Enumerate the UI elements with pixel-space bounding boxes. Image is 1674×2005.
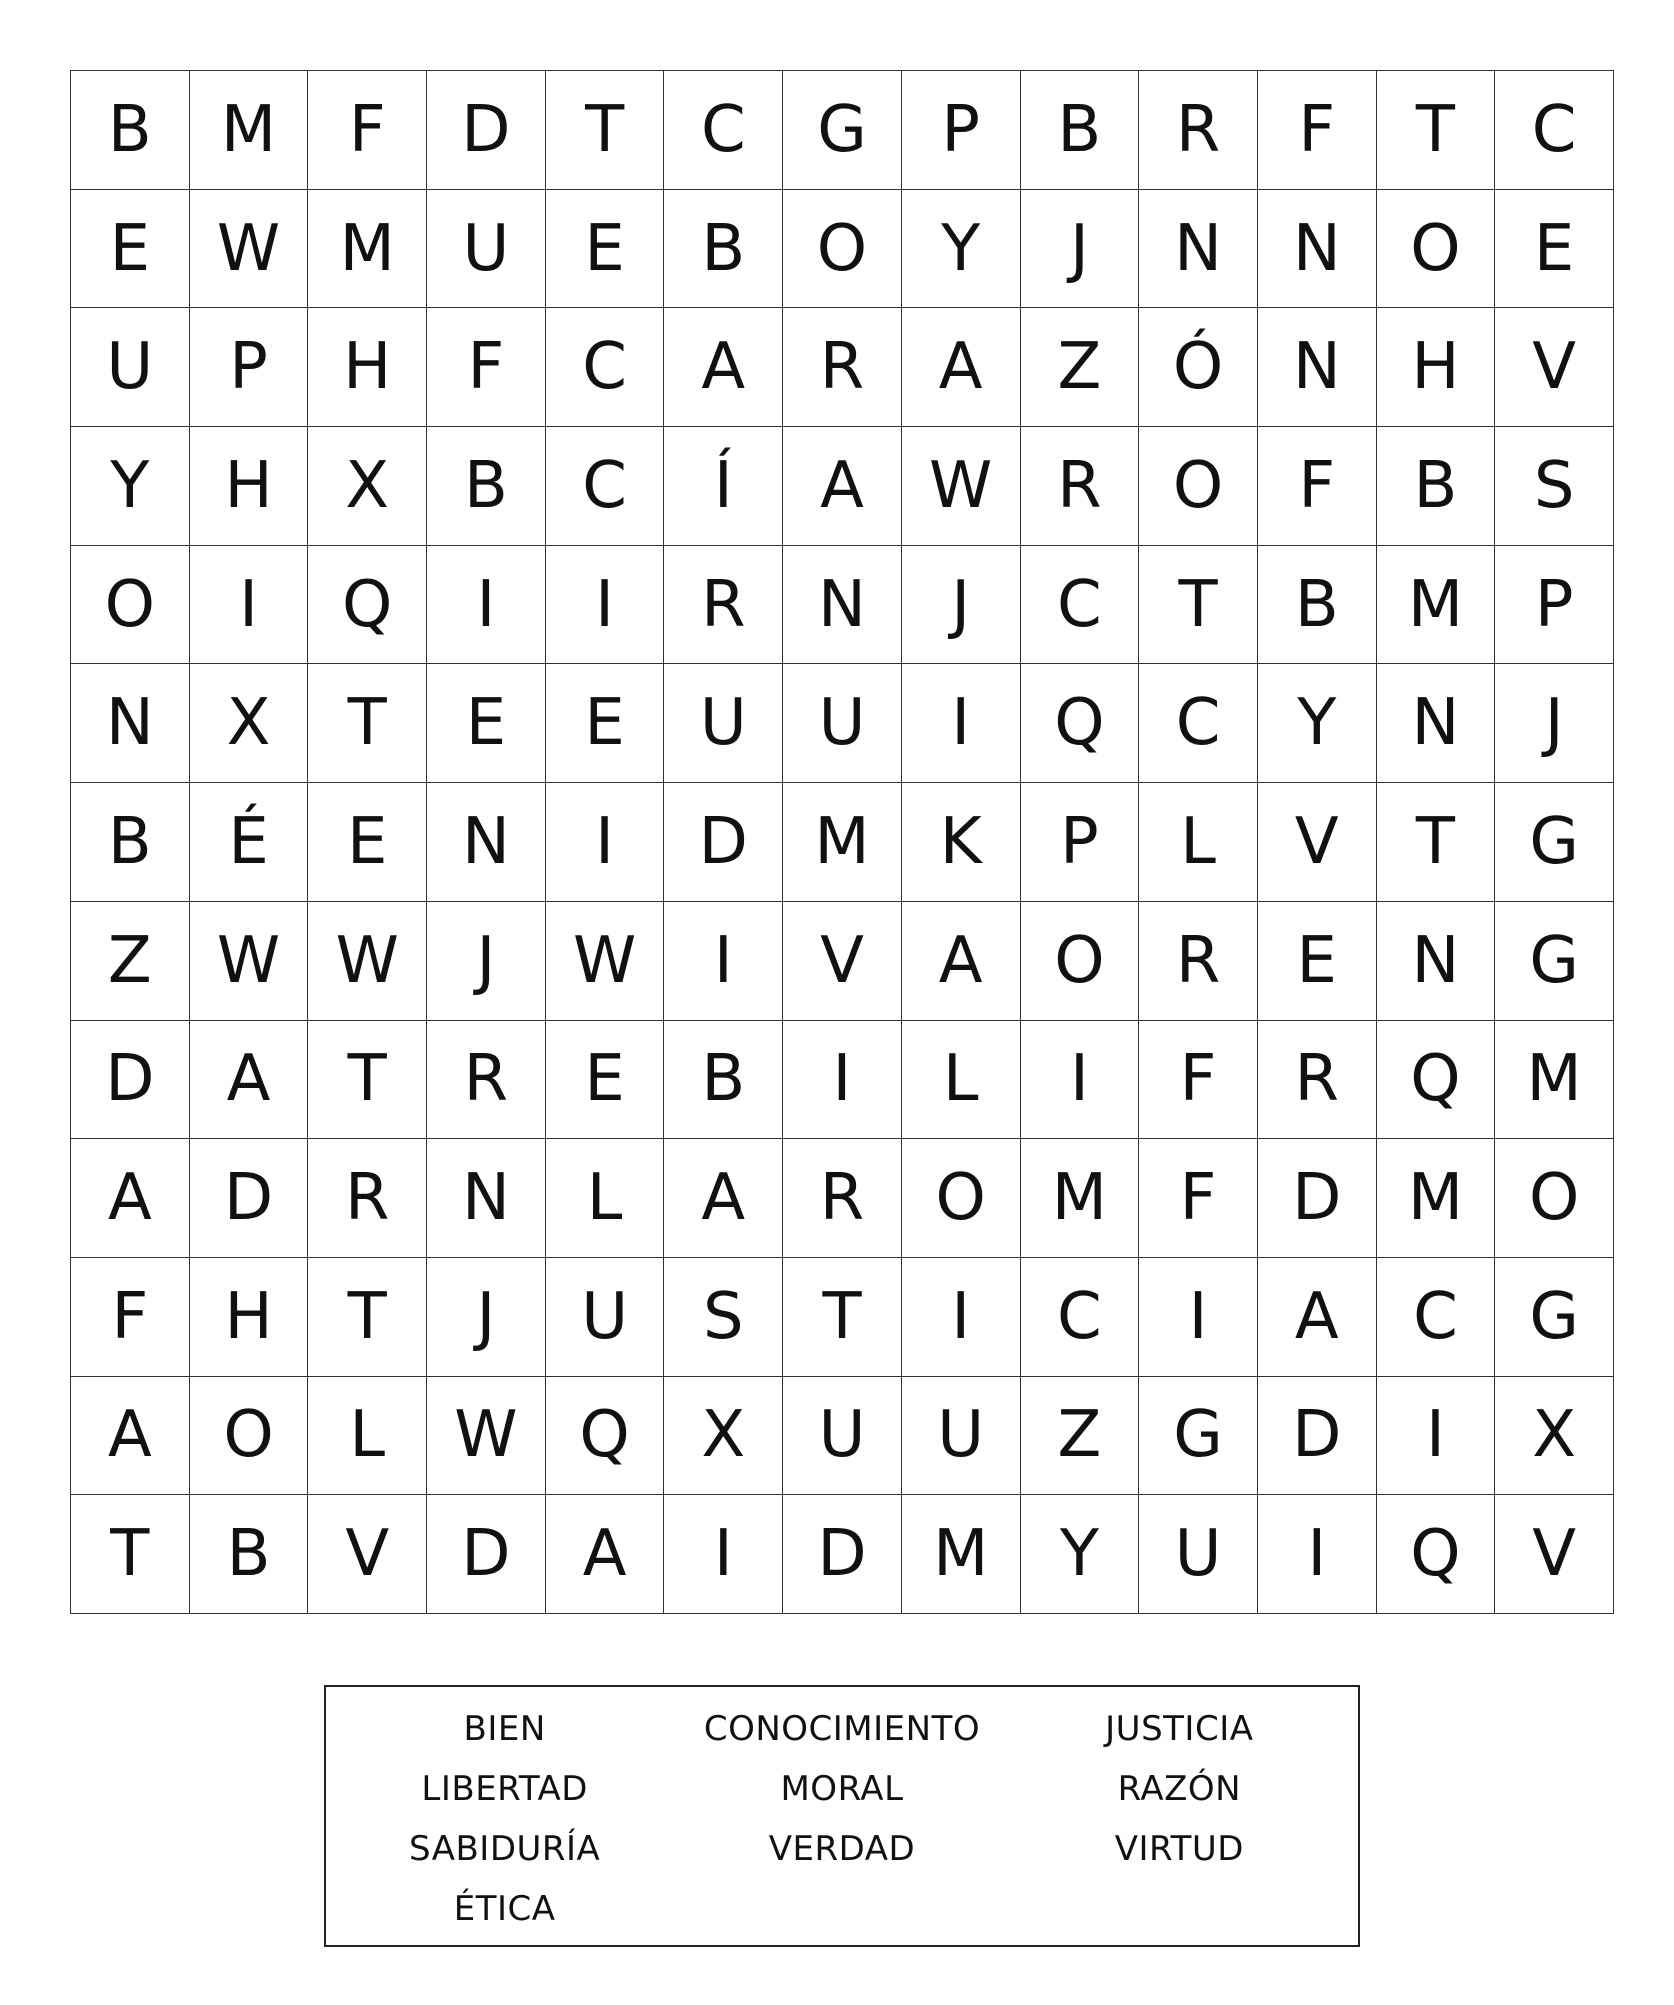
grid-cell[interactable]: Z (1021, 1377, 1140, 1496)
grid-cell[interactable]: G (1495, 902, 1614, 1021)
grid-cell[interactable]: U (427, 190, 546, 309)
grid-cell[interactable]: Q (546, 1377, 665, 1496)
word-list-item: JUSTICIA (1105, 1709, 1254, 1749)
grid-cell[interactable]: R (783, 308, 902, 427)
grid-cell[interactable]: E (546, 1021, 665, 1140)
grid-cell[interactable]: S (1495, 427, 1614, 546)
grid-cell[interactable]: A (902, 308, 1021, 427)
grid-cell[interactable]: É (190, 783, 309, 902)
grid-cell[interactable]: B (1258, 546, 1377, 665)
grid-cell[interactable]: B (190, 1495, 309, 1614)
grid-cell[interactable]: T (1377, 71, 1496, 190)
grid-cell[interactable]: W (427, 1377, 546, 1496)
grid-cell[interactable]: V (783, 902, 902, 1021)
word-list-item: CONOCIMIENTO (703, 1709, 981, 1749)
grid-cell[interactable]: A (546, 1495, 665, 1614)
grid-cell[interactable]: J (902, 546, 1021, 665)
grid-cell[interactable]: F (71, 1258, 190, 1377)
grid-cell[interactable]: B (71, 71, 190, 190)
grid-cell[interactable]: X (1495, 1377, 1614, 1496)
grid-cell[interactable]: N (1139, 190, 1258, 309)
grid-cell[interactable]: O (783, 190, 902, 309)
grid-cell[interactable]: W (308, 902, 427, 1021)
grid-cell[interactable]: I (546, 783, 665, 902)
grid-cell[interactable]: L (1139, 783, 1258, 902)
grid-cell[interactable]: C (546, 308, 665, 427)
grid-cell[interactable]: W (190, 902, 309, 1021)
grid-cell[interactable]: X (664, 1377, 783, 1496)
word-list (324, 1685, 1360, 1947)
grid-cell[interactable]: Z (71, 902, 190, 1021)
grid-cell[interactable]: N (1258, 190, 1377, 309)
grid-cell[interactable]: I (902, 664, 1021, 783)
grid-cell[interactable]: P (1495, 546, 1614, 665)
grid-cell[interactable]: R (1258, 1021, 1377, 1140)
grid-cell[interactable]: O (71, 546, 190, 665)
grid-cell[interactable]: T (546, 71, 665, 190)
grid-cell[interactable]: U (546, 1258, 665, 1377)
grid-cell[interactable]: R (664, 546, 783, 665)
grid-cell[interactable]: N (71, 664, 190, 783)
grid-cell[interactable]: Y (902, 190, 1021, 309)
grid-cell[interactable]: I (1021, 1021, 1140, 1140)
grid-cell[interactable]: H (190, 427, 309, 546)
grid-cell[interactable]: I (1139, 1258, 1258, 1377)
grid-cell[interactable]: F (308, 71, 427, 190)
grid-cell[interactable]: O (1377, 190, 1496, 309)
grid-cell[interactable]: E (1258, 902, 1377, 1021)
grid-cell[interactable]: F (427, 308, 546, 427)
grid-cell[interactable]: E (546, 190, 665, 309)
grid-cell[interactable]: T (308, 664, 427, 783)
grid-cell[interactable]: E (1495, 190, 1614, 309)
grid-cell[interactable]: D (427, 1495, 546, 1614)
grid-cell[interactable]: O (902, 1139, 1021, 1258)
grid-cell[interactable]: R (308, 1139, 427, 1258)
grid-cell[interactable]: N (783, 546, 902, 665)
grid-cell[interactable]: C (1495, 71, 1614, 190)
grid-cell[interactable]: O (1021, 902, 1140, 1021)
grid-cell[interactable]: D (783, 1495, 902, 1614)
grid-cell[interactable]: I (783, 1021, 902, 1140)
grid-cell[interactable]: R (783, 1139, 902, 1258)
grid-cell[interactable]: G (1495, 783, 1614, 902)
grid-cell[interactable]: A (71, 1139, 190, 1258)
grid-cell[interactable]: M (308, 190, 427, 309)
grid-cell[interactable]: L (902, 1021, 1021, 1140)
grid-cell[interactable]: C (1021, 1258, 1140, 1377)
grid-cell[interactable]: E (308, 783, 427, 902)
grid-cell[interactable]: A (190, 1021, 309, 1140)
grid-cell[interactable]: M (902, 1495, 1021, 1614)
grid-cell[interactable]: Q (308, 546, 427, 665)
grid-cell[interactable]: B (427, 427, 546, 546)
grid-cell[interactable]: A (664, 308, 783, 427)
grid-cell[interactable]: Q (1377, 1495, 1496, 1614)
grid-cell[interactable]: B (664, 1021, 783, 1140)
grid-cell[interactable]: D (1258, 1139, 1377, 1258)
grid-cell[interactable]: D (427, 71, 546, 190)
grid-cell[interactable]: J (1495, 664, 1614, 783)
grid-cell[interactable]: E (546, 664, 665, 783)
grid-cell[interactable]: M (1495, 1021, 1614, 1140)
grid-cell[interactable]: A (664, 1139, 783, 1258)
grid-cell[interactable]: J (427, 902, 546, 1021)
grid-cell[interactable]: I (190, 546, 309, 665)
grid-cell[interactable]: V (1495, 1495, 1614, 1614)
word-list-item: BIEN (463, 1709, 546, 1749)
grid-cell[interactable]: Ó (1139, 308, 1258, 427)
grid-cell[interactable]: E (427, 664, 546, 783)
word-list-item: SABIDURÍA (409, 1829, 601, 1869)
grid-cell[interactable]: T (71, 1495, 190, 1614)
word-list-item: VIRTUD (1114, 1829, 1244, 1869)
grid-cell[interactable]: C (664, 71, 783, 190)
word-list-item: MORAL (780, 1769, 904, 1809)
grid-cell[interactable]: A (71, 1377, 190, 1496)
grid-cell[interactable]: I (664, 1495, 783, 1614)
grid-cell[interactable]: N (1377, 664, 1496, 783)
grid-cell[interactable]: R (427, 1021, 546, 1140)
grid-cell[interactable]: D (190, 1139, 309, 1258)
grid-cell[interactable]: U (783, 664, 902, 783)
grid-cell[interactable]: U (71, 308, 190, 427)
grid-cell[interactable]: T (1377, 783, 1496, 902)
grid-cell[interactable]: I (427, 546, 546, 665)
letter-grid (70, 70, 1614, 1614)
word-list-item: RAZÓN (1117, 1769, 1242, 1809)
grid-cell[interactable]: P (190, 308, 309, 427)
grid-cell[interactable]: U (664, 664, 783, 783)
grid-cell[interactable]: L (308, 1377, 427, 1496)
grid-cell[interactable]: N (1258, 308, 1377, 427)
grid-cell[interactable]: N (1377, 902, 1496, 1021)
grid-cell[interactable]: I (546, 546, 665, 665)
grid-cell[interactable]: Y (71, 427, 190, 546)
grid-cell[interactable]: T (308, 1258, 427, 1377)
grid-cell[interactable]: D (664, 783, 783, 902)
grid-cell[interactable]: A (783, 427, 902, 546)
grid-cell[interactable]: Y (1258, 664, 1377, 783)
word-list-item: LIBERTAD (421, 1769, 588, 1809)
grid-cell[interactable]: L (546, 1139, 665, 1258)
grid-cell[interactable]: S (664, 1258, 783, 1377)
grid-cell[interactable]: O (1495, 1139, 1614, 1258)
grid-cell[interactable]: M (1377, 546, 1496, 665)
grid-cell[interactable]: Q (1377, 1021, 1496, 1140)
grid-cell[interactable]: X (308, 427, 427, 546)
grid-cell[interactable]: T (308, 1021, 427, 1140)
grid-cell[interactable]: R (1139, 71, 1258, 190)
grid-cell[interactable]: M (190, 71, 309, 190)
grid-cell[interactable]: T (1139, 546, 1258, 665)
grid-cell[interactable]: I (1377, 1377, 1496, 1496)
grid-cell[interactable]: Q (1021, 664, 1140, 783)
grid-cell[interactable]: G (783, 71, 902, 190)
grid-cell[interactable]: A (902, 902, 1021, 1021)
grid-cell[interactable]: F (1139, 1139, 1258, 1258)
grid-cell[interactable]: M (1377, 1139, 1496, 1258)
grid-cell[interactable]: X (190, 664, 309, 783)
grid-cell[interactable]: N (427, 1139, 546, 1258)
grid-cell[interactable]: U (783, 1377, 902, 1496)
grid-cell[interactable]: F (1258, 427, 1377, 546)
grid-cell[interactable]: T (783, 1258, 902, 1377)
grid-cell[interactable]: W (902, 427, 1021, 546)
grid-cell[interactable]: C (1377, 1258, 1496, 1377)
grid-cell[interactable]: G (1495, 1258, 1614, 1377)
grid-cell[interactable]: C (1021, 546, 1140, 665)
word-list-item: ÉTICA (453, 1889, 556, 1929)
grid-cell[interactable]: U (902, 1377, 1021, 1496)
grid-cell[interactable]: R (1021, 427, 1140, 546)
grid-cell[interactable]: Y (1021, 1495, 1140, 1614)
grid-cell[interactable]: D (1258, 1377, 1377, 1496)
grid-cell[interactable]: H (190, 1258, 309, 1377)
grid-cell[interactable]: I (664, 902, 783, 1021)
grid-cell[interactable]: Í (664, 427, 783, 546)
grid-cell[interactable]: I (902, 1258, 1021, 1377)
grid-cell[interactable]: K (902, 783, 1021, 902)
grid-cell[interactable]: O (1139, 427, 1258, 546)
grid-cell[interactable]: U (1139, 1495, 1258, 1614)
grid-cell[interactable]: J (427, 1258, 546, 1377)
grid-cell[interactable]: J (1021, 190, 1140, 309)
grid-cell[interactable]: B (664, 190, 783, 309)
grid-cell[interactable]: P (902, 71, 1021, 190)
grid-cell[interactable]: B (71, 783, 190, 902)
grid-cell[interactable]: D (71, 1021, 190, 1140)
grid-cell[interactable]: G (1139, 1377, 1258, 1496)
grid-cell[interactable]: M (783, 783, 902, 902)
grid-cell[interactable]: V (1495, 308, 1614, 427)
word-list-item: VERDAD (768, 1829, 916, 1869)
grid-cell[interactable]: E (71, 190, 190, 309)
grid-cell[interactable]: H (308, 308, 427, 427)
grid-cell[interactable]: V (308, 1495, 427, 1614)
grid-cell[interactable]: A (1258, 1258, 1377, 1377)
grid-cell[interactable]: W (190, 190, 309, 309)
grid-cell[interactable]: V (1258, 783, 1377, 902)
grid-cell[interactable]: R (1139, 902, 1258, 1021)
grid-cell[interactable]: H (1377, 308, 1496, 427)
grid-cell[interactable]: M (1021, 1139, 1140, 1258)
grid-cell[interactable]: B (1377, 427, 1496, 546)
grid-cell[interactable]: W (546, 902, 665, 1021)
grid-cell[interactable]: C (1139, 664, 1258, 783)
grid-cell[interactable]: F (1258, 71, 1377, 190)
grid-cell[interactable]: N (427, 783, 546, 902)
grid-cell[interactable]: C (546, 427, 665, 546)
grid-cell[interactable]: O (190, 1377, 309, 1496)
grid-cell[interactable]: F (1139, 1021, 1258, 1140)
grid-cell[interactable]: I (1258, 1495, 1377, 1614)
grid-cell[interactable]: B (1021, 71, 1140, 190)
grid-cell[interactable]: Z (1021, 308, 1140, 427)
grid-cell[interactable]: P (1021, 783, 1140, 902)
